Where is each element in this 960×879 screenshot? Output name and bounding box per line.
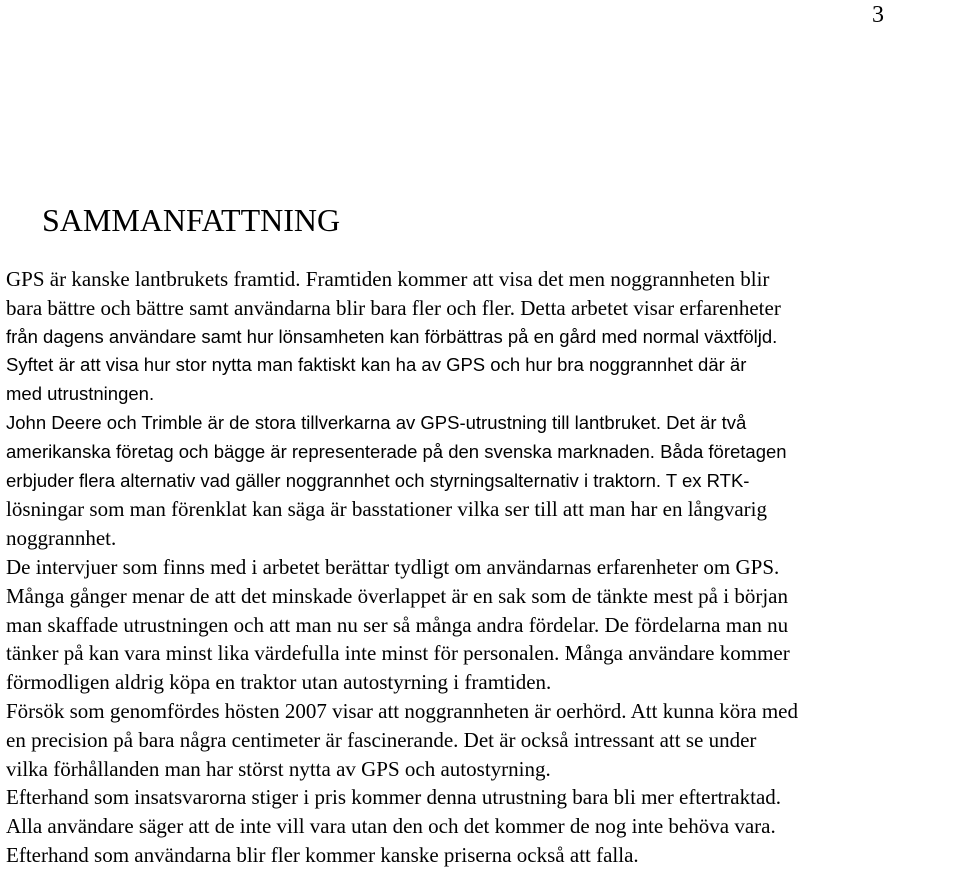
text-line: Efterhand som insatsvarorna stiger i pris kommer denna utrustning bara bli mer eftertraktad. (6, 785, 782, 810)
page-number: 3 (872, 2, 884, 28)
text-line: Efterhand som användarna blir fler kommer kanske priserna också att falla. (6, 842, 639, 867)
text-line: GPS är kanske lantbrukets framtid. Framtiden kommer att visa det men noggrannheten blir (6, 267, 770, 291)
section-heading: SAMMANFATTNING (42, 202, 341, 238)
text-line: med utrustningen. (6, 383, 155, 405)
text-line: från dagens användare samt hur lönsamheten kan förbättras på en gård med normal växtföljd. (6, 325, 778, 347)
summary-body (6, 265, 960, 870)
text-line: man skaffade utrustningen och att man nu ser så många andra fördelar. De fördelarna man nu (6, 612, 789, 637)
text-line: John Deere och Trimble är de stora tillverkarna av GPS-utrustning till lantbruket. Det är två (6, 411, 747, 433)
text-line: Syftet är att visa hur stor nytta man faktiskt kan ha av GPS och hur bra noggrannhet där är (6, 354, 747, 376)
text-line: Försök som genomfördes hösten 2007 visar att noggrannheten är oerhörd. Att kunna köra med (6, 698, 799, 723)
text-line: tänker på kan vara minst lika värdefulla inte minst för personalen. Många användare kommer (6, 641, 790, 666)
text-line: Många gånger menar de att det minskade överlappet är en sak som de tänkte mest på i början (6, 583, 788, 608)
text-line: vilka förhållanden man har störst nytta av GPS och autostyrning. (6, 756, 551, 781)
text-line: bara bättre och bättre samt användarna blir bara fler och fler. Detta arbetet visar erfarenheter (6, 295, 781, 320)
text-line: förmodligen aldrig köpa en traktor utan autostyrning i framtiden. (6, 670, 552, 695)
text-line: noggrannhet. (6, 526, 117, 551)
text-line: Alla användare säger att de inte vill vara utan den och det kommer de nog inte behöva vara. (6, 814, 776, 839)
text-line: erbjuder flera alternativ vad gäller noggrannhet och styrningsalternativ i traktorn. T ex RTK- (6, 469, 750, 491)
text-line: amerikanska företag och bägge är representerade på den svenska marknaden. Båda företagen (6, 440, 787, 462)
text-line: lösningar som man förenklat kan säga är basstationer vilka ser till att man har en långvarig (6, 497, 768, 522)
text-line: De intervjuer som finns med i arbetet berättar tydligt om användarnas erfarenheter om GPS. (6, 554, 780, 579)
text-line: en precision på bara några centimeter är fascinerande. Det är också intressant att se under (6, 727, 757, 752)
